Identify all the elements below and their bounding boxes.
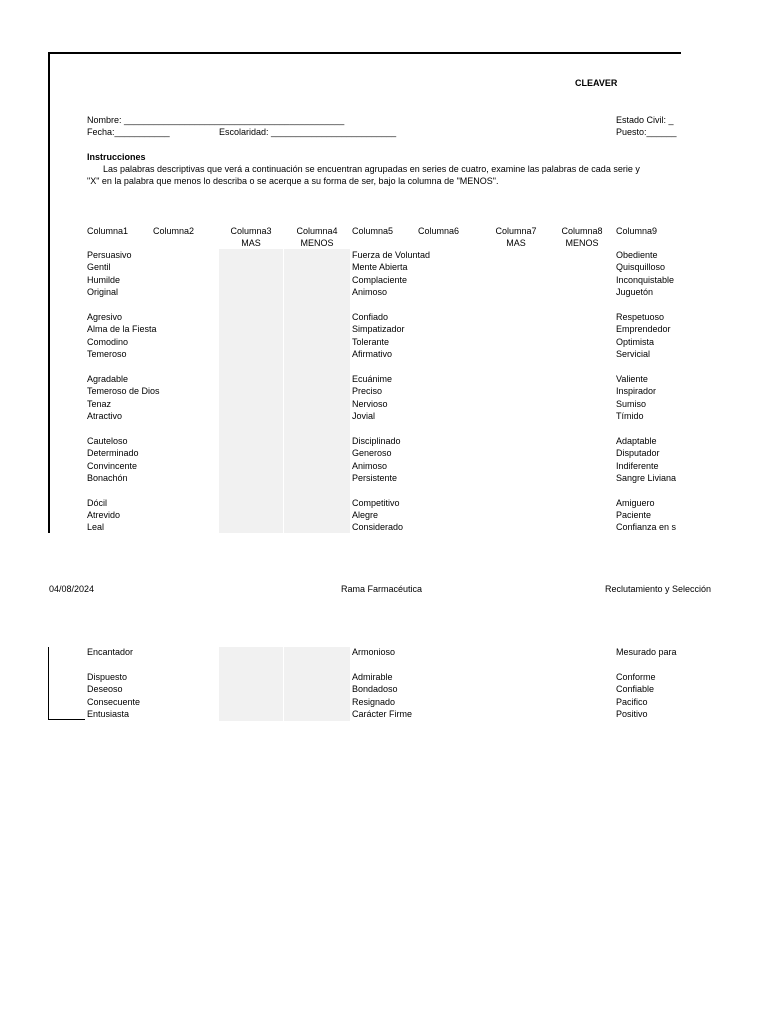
word-item: Tolerante bbox=[352, 336, 390, 347]
nombre-field[interactable]: Nombre: ____________________________________________ bbox=[87, 115, 345, 125]
word-item: Comodino bbox=[87, 336, 129, 347]
page2-bottom-border bbox=[48, 719, 85, 720]
word-item: Consecuente bbox=[87, 696, 141, 707]
word-item: Confiable bbox=[616, 684, 655, 695]
word-item: Animoso bbox=[352, 287, 388, 298]
word-item: Disputador bbox=[616, 448, 660, 459]
fecha-field[interactable]: Fecha:___________ bbox=[87, 127, 170, 137]
mas-answer-column[interactable] bbox=[219, 249, 283, 533]
word-item: Persuasivo bbox=[87, 250, 132, 260]
word-item: Confiado bbox=[352, 311, 389, 322]
word-item: Quisquilloso bbox=[616, 262, 666, 273]
word-item: Pacifico bbox=[616, 696, 648, 707]
word-item: Agresivo bbox=[87, 311, 123, 322]
word-item: Mesurado para bbox=[616, 647, 677, 657]
word-item: Dispuesto bbox=[87, 672, 128, 682]
column-header-3-sub: MAS bbox=[241, 238, 261, 248]
column-header-8-sub: MENOS bbox=[565, 238, 599, 248]
word-item: Inconquistable bbox=[616, 274, 675, 285]
word-item: Resignado bbox=[352, 696, 396, 707]
word-item: Sangre Liviana bbox=[616, 472, 677, 483]
footer-center: Rama Farmacéutica bbox=[341, 584, 423, 594]
form-title: CLEAVER bbox=[575, 78, 618, 88]
column-header-6: Columna6 bbox=[418, 226, 460, 236]
word-item: Nervioso bbox=[352, 398, 388, 409]
escolaridad-field[interactable]: Escolaridad: _________________________ bbox=[219, 127, 397, 137]
word-item: Valiente bbox=[616, 373, 648, 384]
word-item: Agradable bbox=[87, 373, 129, 384]
word-item: Servicial bbox=[616, 349, 651, 360]
word-item: Optimista bbox=[616, 336, 655, 347]
word-item: Persistente bbox=[352, 472, 398, 483]
column-header-7-sub: MAS bbox=[506, 238, 526, 248]
word-item: Bonachón bbox=[87, 472, 128, 483]
word-item: Afirmativo bbox=[352, 349, 393, 360]
column-header-7: Columna7 MAS bbox=[484, 225, 548, 249]
word-item: Dócil bbox=[87, 497, 108, 508]
word-item: Obediente bbox=[616, 250, 658, 260]
word-item: Temeroso de Dios bbox=[87, 386, 160, 397]
word-item: Adaptable bbox=[616, 435, 657, 446]
column-header-2: Columna2 bbox=[153, 226, 195, 236]
word-item: Admirable bbox=[352, 672, 393, 682]
word-item: Alegre bbox=[352, 510, 379, 520]
column-header-4: Columna4 MENOS bbox=[285, 225, 349, 249]
word-item: Original bbox=[87, 287, 119, 298]
footer-right: Reclutamiento y Selección bbox=[605, 584, 712, 594]
column-header-8: Columna8 MENOS bbox=[550, 225, 614, 249]
word-item: Inspirador bbox=[616, 386, 657, 397]
column-header-4-sub: MENOS bbox=[300, 238, 334, 248]
word-item: Deseoso bbox=[87, 684, 123, 695]
word-item: Fuerza de Voluntad bbox=[352, 250, 431, 260]
word-item: Atractivo bbox=[87, 411, 123, 421]
menos-answer-column[interactable] bbox=[284, 249, 350, 533]
word-item: Convincente bbox=[87, 460, 138, 471]
puesto-field[interactable]: Puesto:______ bbox=[616, 127, 677, 137]
word-item: Entusiasta bbox=[87, 709, 130, 720]
word-item: Cauteloso bbox=[87, 435, 128, 446]
page-top-border bbox=[48, 52, 681, 54]
word-item: Ecuánime bbox=[352, 373, 393, 384]
word-item: Alma de la Fiesta bbox=[87, 324, 157, 335]
instructions-heading: Instrucciones bbox=[87, 152, 146, 162]
word-item: Competitivo bbox=[352, 497, 400, 508]
instructions-line-2: "X" en la palabra que menos lo describa o se acerque a su forma de ser, bajo la columna de "MENOS". bbox=[87, 176, 499, 186]
column-header-3: Columna3 MAS bbox=[219, 225, 283, 249]
word-item: Encantador bbox=[87, 647, 134, 657]
word-item: Conforme bbox=[616, 672, 656, 682]
word-item: Paciente bbox=[616, 510, 652, 520]
word-item: Positivo bbox=[616, 709, 648, 720]
footer-date: 04/08/2024 bbox=[49, 584, 95, 594]
word-item: Determinado bbox=[87, 448, 139, 459]
word-item: Emprendedor bbox=[616, 324, 671, 335]
word-item: Complaciente bbox=[352, 274, 408, 285]
word-item: Indiferente bbox=[616, 460, 659, 471]
word-item: Atrevido bbox=[87, 510, 121, 520]
word-item: Leal bbox=[87, 522, 105, 533]
word-item: Amiguero bbox=[616, 497, 655, 508]
word-item: Mente Abierta bbox=[352, 262, 408, 273]
word-item: Confianza en s bbox=[616, 522, 677, 533]
word-item: Considerado bbox=[352, 522, 404, 533]
word-item: Disciplinado bbox=[352, 435, 401, 446]
word-item: Animoso bbox=[352, 460, 388, 471]
word-item: Gentil bbox=[87, 262, 111, 273]
word-item: Tenaz bbox=[87, 398, 112, 409]
word-item: Armonioso bbox=[352, 647, 396, 657]
word-item: Respetuoso bbox=[616, 311, 665, 322]
word-item: Humilde bbox=[87, 274, 121, 285]
word-item: Generoso bbox=[352, 448, 392, 459]
word-item: Preciso bbox=[352, 386, 383, 397]
word-item: Temeroso bbox=[87, 349, 127, 360]
column-header-9: Columna9 bbox=[616, 226, 658, 236]
word-item: Carácter Firme bbox=[352, 709, 413, 720]
column-header-1: Columna1 bbox=[87, 226, 129, 236]
word-item: Juguetón bbox=[616, 287, 654, 298]
word-item: Tímido bbox=[616, 411, 644, 421]
word-item: Sumiso bbox=[616, 398, 647, 409]
instructions-line-1: Las palabras descriptivas que verá a continuación se encuentran agrupadas en series de cuatro, examine las palabras de cada serie y bbox=[103, 164, 640, 174]
word-item: Jovial bbox=[352, 411, 376, 421]
word-item: Simpatizador bbox=[352, 324, 405, 335]
estado-civil-field[interactable]: Estado Civil: _ bbox=[616, 115, 674, 125]
word-item: Bondadoso bbox=[352, 684, 398, 695]
column-header-5: Columna5 bbox=[352, 226, 394, 236]
